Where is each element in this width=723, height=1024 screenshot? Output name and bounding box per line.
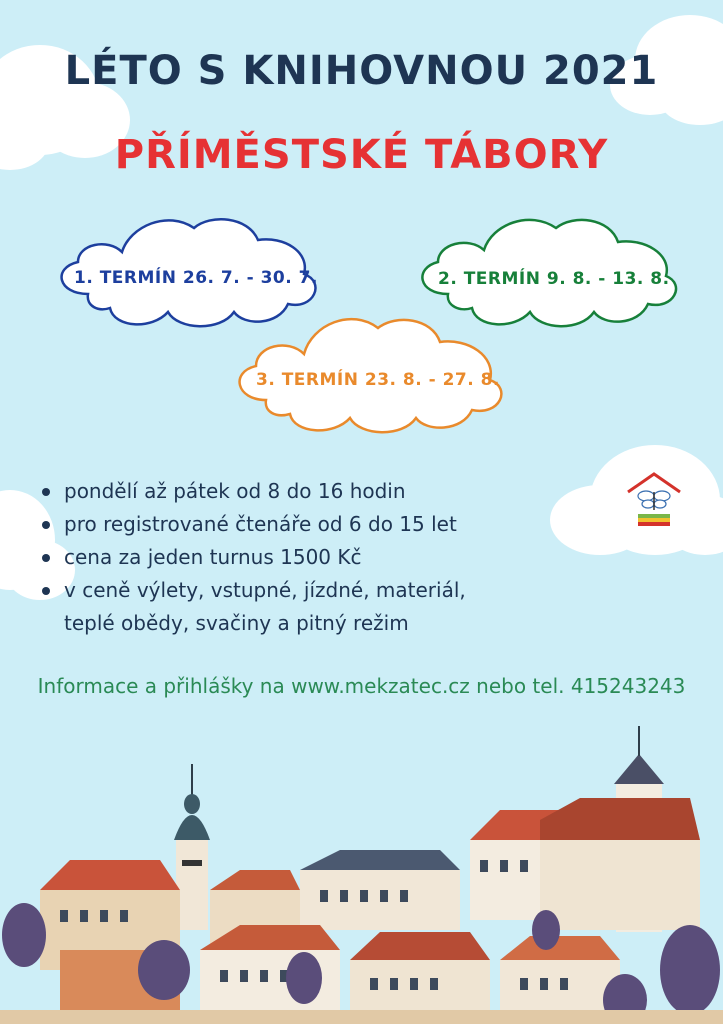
info-item-text: v ceně výlety, vstupné, jízdné, materiál,: [64, 578, 466, 602]
town-skyline-illustration: [0, 720, 723, 1024]
info-list: [40, 475, 466, 640]
term-2-label: 2. TERMÍN 9. 8. - 13. 8.: [438, 269, 670, 289]
info-item-text: pro registrované čtenáře od 6 do 15 let: [64, 512, 457, 536]
info-item-text: cena za jeden turnus 1500 Kč: [64, 545, 362, 569]
bullet-icon: [42, 488, 50, 496]
term-3-label: 3. TERMÍN 23. 8. - 27. 8.: [256, 370, 500, 390]
page-subtitle: PŘÍMĚSTSKÉ TÁBORY: [114, 132, 609, 178]
library-logo-icon: [624, 470, 684, 532]
info-item: [40, 508, 466, 541]
bullet-icon: [42, 554, 50, 562]
info-item-text: pondělí až pátek od 8 do 16 hodin: [64, 479, 406, 503]
bullet-icon: [42, 521, 50, 529]
info-item: [40, 475, 466, 508]
page-title: LÉTO S KNIHOVNOU 2021: [64, 48, 659, 94]
info-item: [40, 541, 466, 574]
info-item-text: teplé obědy, svačiny a pitný režim: [64, 611, 409, 635]
bullet-icon: [42, 587, 50, 595]
info-item: [40, 574, 466, 607]
term-1-label: 1. TERMÍN 26. 7. - 30. 7.: [74, 268, 318, 288]
info-item-continuation: [40, 607, 466, 640]
contact-line: Informace a přihlášky na www.mekzatec.cz nebo tel. 415243243: [37, 674, 686, 698]
